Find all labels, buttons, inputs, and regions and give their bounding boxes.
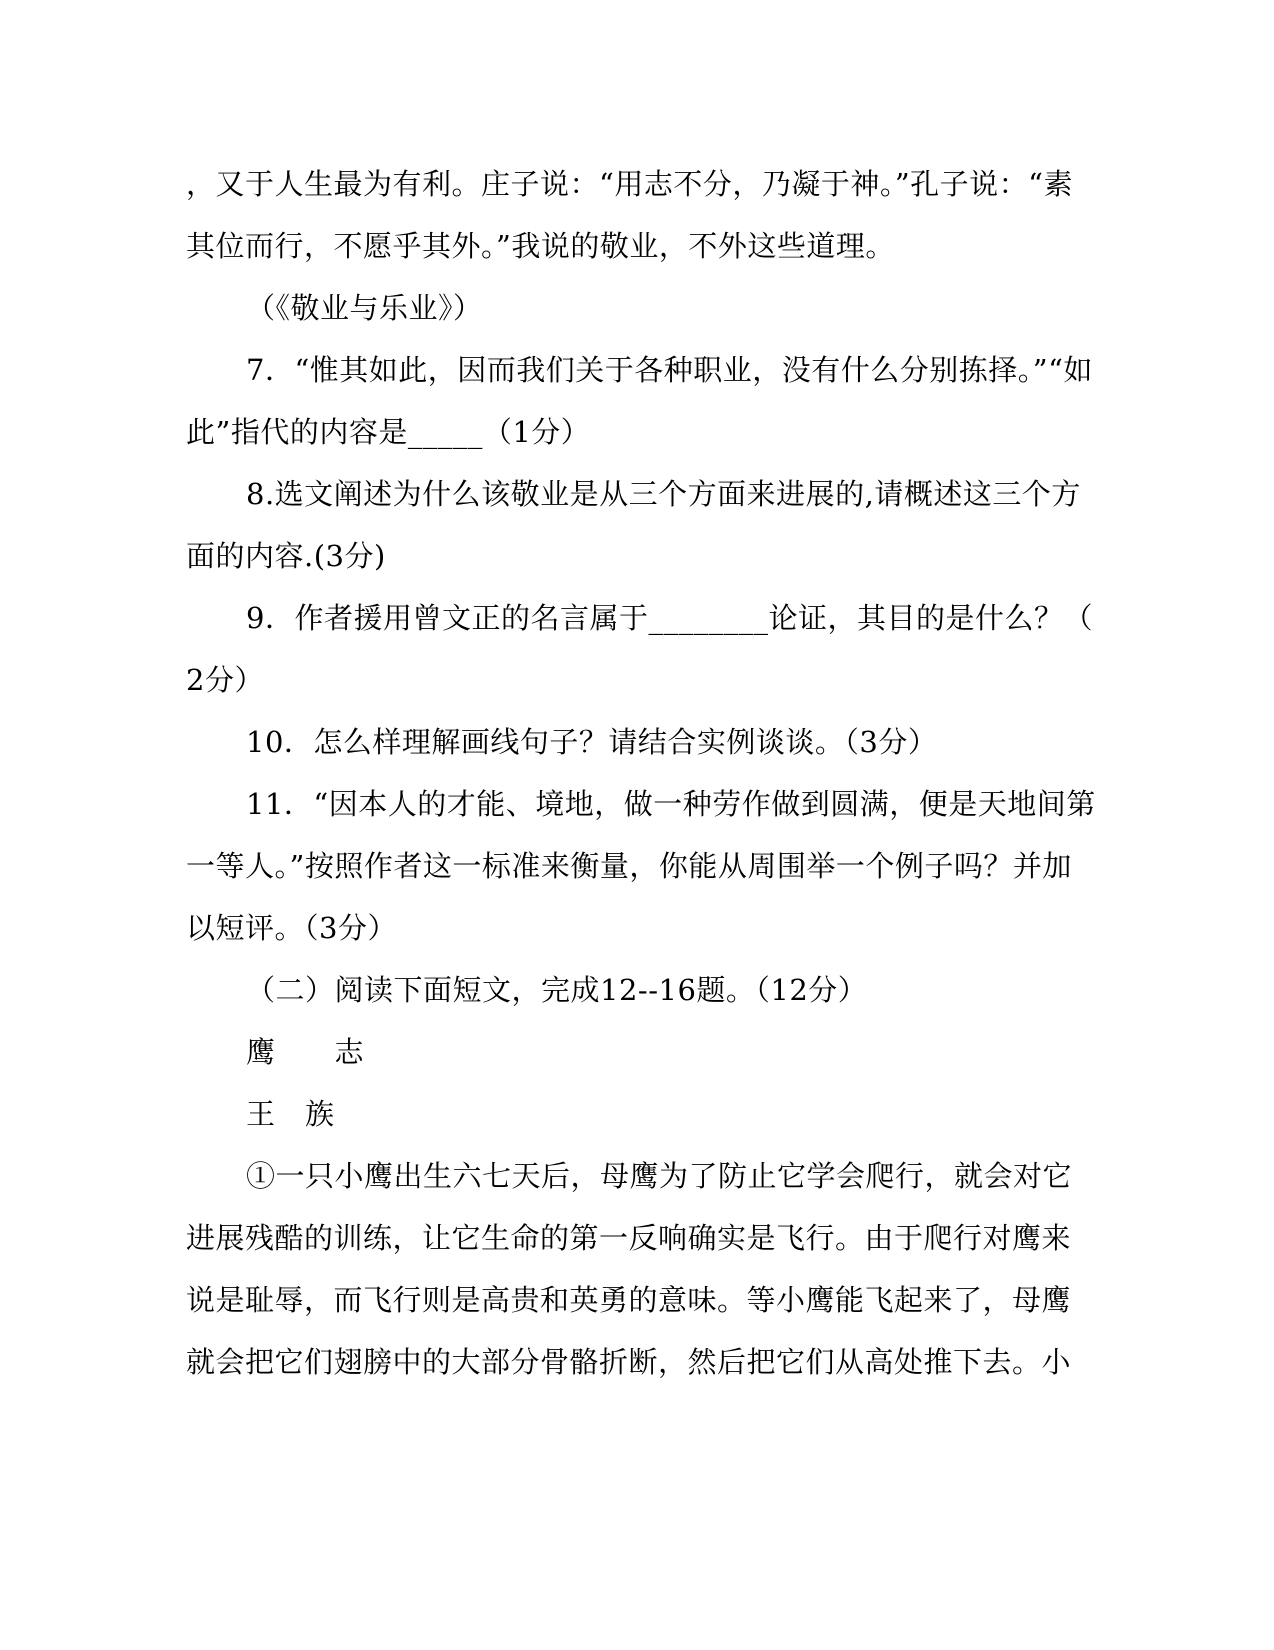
question-11-continued: 以短评。（3分） [186, 911, 397, 945]
text-line: ，又于人生最为有利。庄子说：“用志不分，乃凝于神。”孔子说：“素 [186, 167, 1073, 201]
source-citation: （《敬业与乐业》） [246, 291, 483, 325]
paragraph-1-continued: 说是耻辱，而飞行则是高贵和英勇的意味。等小鹰能飞起来了，母鹰 [186, 1283, 1072, 1317]
section-heading: （二）阅读下面短文，完成12--16题。（12分） [246, 973, 868, 1007]
question-9-continued: 2分） [186, 663, 264, 697]
question-8-continued: 面的内容.(3分) [186, 539, 386, 573]
paragraph-1-continued: 就会把它们翅膀中的大部分骨骼折断，然后把它们从高处推下去。小 [186, 1345, 1072, 1379]
question-11-continued: 一等人。”按照作者这一标准来衡量，你能从周围举一个例子吗？并加 [186, 849, 1072, 883]
article-title: 鹰 志 [246, 1035, 365, 1069]
question-9: 9．作者援用曾文正的名言属于________论证，其目的是什么？（ [246, 601, 1093, 635]
text-line: 其位而行，不愿乎其外。”我说的敬业，不外这些道理。 [186, 229, 895, 263]
question-11: 11．“因本人的才能、境地，做一种劳作做到圆满，便是天地间第 [246, 787, 1096, 821]
article-author: 王 族 [246, 1097, 335, 1131]
question-10: 10．怎么样理解画线句子？请结合实例谈谈。（3分） [246, 725, 938, 759]
question-7-continued: 此”指代的内容是_____（1分） [186, 415, 591, 449]
question-8: 8.选文阐述为什么该敬业是从三个方面来进展的,请概述这三个方 [246, 477, 1081, 511]
question-7: 7．“惟其如此，因而我们关于各种职业，没有什么分别拣择。”“如 [246, 353, 1093, 387]
paragraph-1: ①一只小鹰出生六七天后，母鹰为了防止它学会爬行，就会对它 [246, 1159, 1073, 1193]
paragraph-1-continued: 进展残酷的训练，让它生命的第一反响确实是飞行。由于爬行对鹰来 [186, 1221, 1072, 1255]
